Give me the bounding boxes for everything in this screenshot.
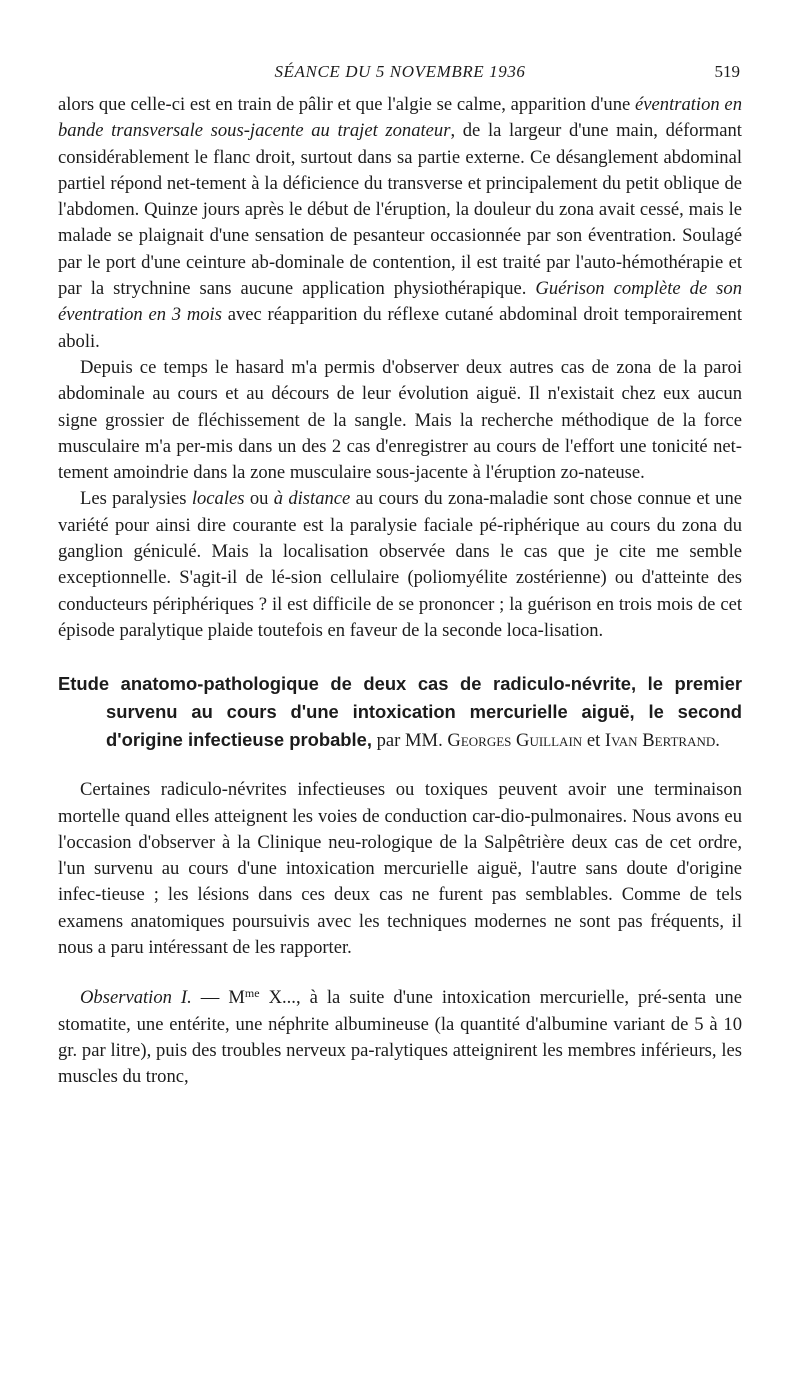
author-name: Georges Guillain xyxy=(447,730,583,752)
text-run: alors que celle-ci est en train de pâlir et que l'algie se calme, apparition d'une xyxy=(58,94,636,115)
text-run: Les paralysies xyxy=(80,488,192,510)
text-run: au cours du zona-maladie sont chose connue et une variété pour ainsi dire courante est la paralysie faciale pé-riphérique au cours du zona du ganglion géniculé. Mais la localisation observée dans le cas que je cite me semble exceptionnelle. S'agit-il de lé-sion cellulaire (poliomyélite zostérienne) ou d'atteinte des conducteurs périphériques ? il est difficile de se prononcer ; la guérison en trois mois de cet épisode paralytique plaide toutefois en faveur de la seconde loca-lisation. xyxy=(58,488,742,641)
page-header xyxy=(60,62,740,88)
emphasis-text: Guérison complète de son éventration en 3 mois xyxy=(58,278,742,326)
page-number: 519 xyxy=(714,62,740,81)
running-head: SÉANCE DU 5 NOVEMBRE 1936 xyxy=(274,62,526,81)
article-body xyxy=(58,92,742,1091)
emphasis-text: à distance xyxy=(273,488,351,510)
text-run: avec réapparition du réflexe cutané abdominal droit temporairement aboli. xyxy=(58,304,742,352)
paragraph: Certaines radiculo-névrites infectieuses ou toxiques peuvent avoir une terminaison mortelle quand elles atteignent les voies de conduction car-dio-pulmonaires. Nous avons eu l'occasion d'observer à la Clinique neu-rologique de la Salpêtrière deux cas de cet ordre, l'un survenu au cours d'une intoxication mercurielle aiguë, l'autre sans doute d'origine infec-tieuse ; les lésions dans ces deux cas ne furent pas semblables. Comme de tels examens anatomiques poursuivis avec les techniques modernes ne sont pas fréquents, il nous a paru intéressant de les rapporter. xyxy=(58,779,742,959)
section-title-text: Etude anatomo-pathologique de deux cas de radiculo-névrite, le premier survenu au cours d'une intoxication mercurielle aiguë, le second d'origine infectieuse probable, xyxy=(58,673,742,751)
text-run: . xyxy=(715,730,720,752)
text-run: par MM. xyxy=(371,730,448,752)
text-run: — M xyxy=(191,987,245,1009)
authors xyxy=(372,730,720,751)
text-run: ou xyxy=(244,488,274,510)
emphasis-text: éventration en bande transversale sous-jacente au trajet zonateur xyxy=(58,94,742,142)
observation-label: Observation I. xyxy=(80,987,192,1009)
paragraph-continuation xyxy=(58,92,742,355)
text-run: X..., à la suite d'une intoxication mercurielle, pré-senta une stomatite, une entérite, une néphrite albumineuse (la quantité d'albumine variant de 5 à 10 gr. par litre), puis des troubles nerveux pa-ralytiques atteignirent les membres inférieurs, les muscles du tronc, xyxy=(58,987,742,1088)
emphasis-text: locales xyxy=(191,488,245,510)
text-run: et xyxy=(582,730,605,752)
paragraph: Depuis ce temps le hasard m'a permis d'observer deux autres cas de zona de la paroi abdominale au cours et au décours de leur évolution aiguë. Il n'existait chez eux aucun signe grossier de fléchissement de la sangle. Mais la recherche méthodique de la force musculaire m'a per-mis dans un des 2 cas d'enregistrer au cours de l'effort une tonicité net-tement amoindrie dans la zone musculaire sous-jacente à l'éruption zo-nateuse. xyxy=(58,356,742,484)
paragraph-observation xyxy=(58,985,742,1090)
author-name: Ivan Bertrand xyxy=(604,730,716,752)
text-run: , de la largeur d'une main, déformant considérablement le flanc droit, surtout dans sa partie externe. Ce désanglement abdominal partiel répond net-tement à la déficience du transverse et principalement du petit oblique de l'abdomen. Quinze jours après le début de l'éruption, la douleur du zona avait cessé, mais le malade se plaignait d'une sensation de pesanteur occasionnée par son éventration. Soulagé par le port d'une ceinture ab-dominale de contention, il est traité par l'auto-hémothérapie et par la strychnine sans aucune application physiothérapique. xyxy=(58,120,742,300)
paragraph xyxy=(58,486,742,644)
superscript: me xyxy=(244,986,260,1001)
section-title xyxy=(58,670,742,755)
